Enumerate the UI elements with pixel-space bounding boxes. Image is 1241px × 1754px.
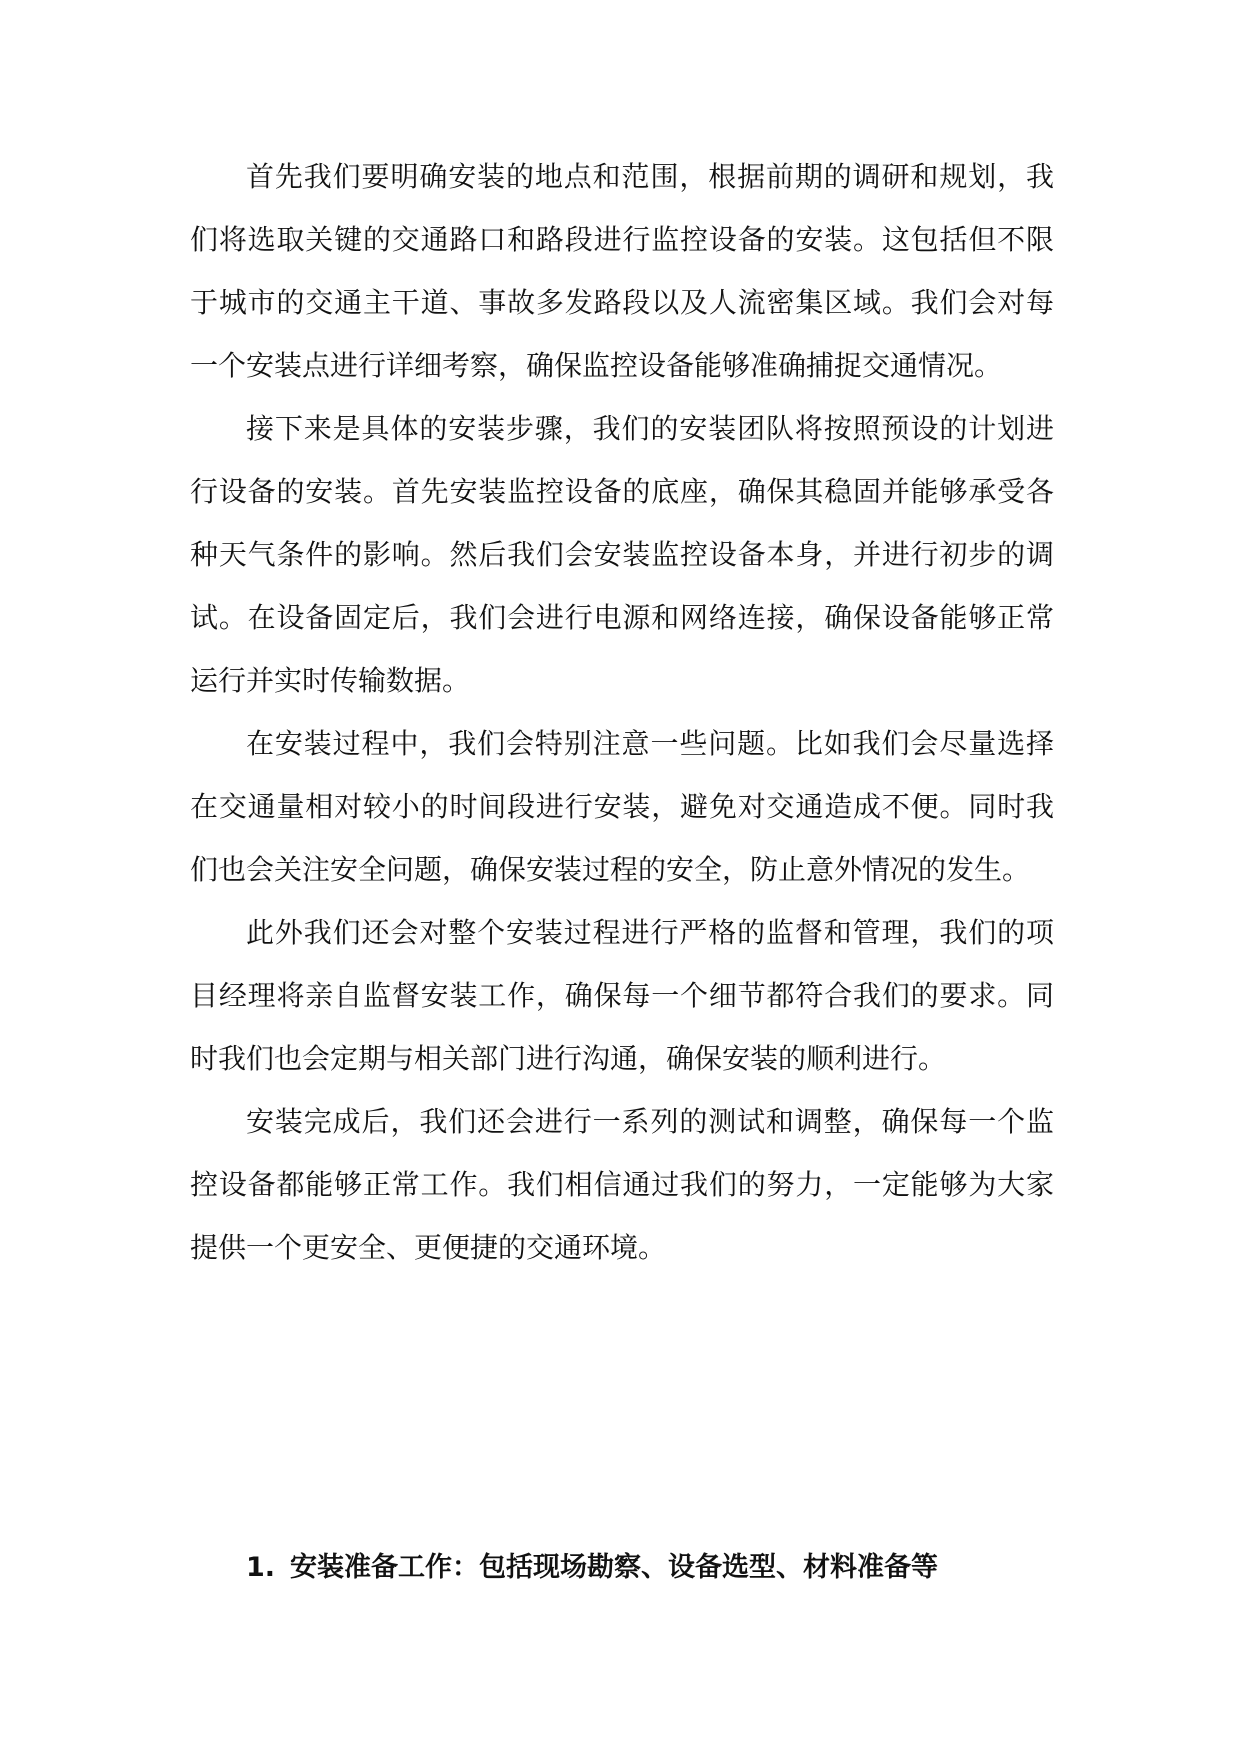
- section-title: 安装准备工作：包括现场勘察、设备选型、材料准备等: [290, 1552, 938, 1583]
- paragraph-testing: 安装完成后，我们还会进行一系列的测试和调整，确保每一个监控设备都能够正常工作。我们相信通过我们的努力，一定能够为大家提供一个更安全、更便捷的交通环境。: [190, 1105, 1054, 1264]
- section-heading: [246, 1548, 938, 1588]
- section-number: 1.: [246, 1552, 276, 1583]
- paragraph-installation-scope: 首先我们要明确安装的地点和范围，根据前期的调研和规划，我们将选取关键的交通路口和路段进行监控设备的安装。这包括但不限于城市的交通主干道、事故多发路段以及人流密集区域。我们会对每一个安装点进行详细考察，确保监控设备能够准确捕捉交通情况。: [190, 160, 1054, 382]
- body-text: [190, 145, 1054, 1279]
- paragraph-installation-precautions: 在安装过程中，我们会特别注意一些问题。比如我们会尽量选择在交通量相对较小的时间段进行安装，避免对交通造成不便。同时我们也会关注安全问题，确保安装过程的安全，防止意外情况的发生。: [190, 727, 1054, 886]
- paragraph-supervision: 此外我们还会对整个安装过程进行严格的监督和管理，我们的项目经理将亲自监督安装工作，确保每一个细节都符合我们的要求。同时我们也会定期与相关部门进行沟通，确保安装的顺利进行。: [190, 916, 1054, 1075]
- paragraph-installation-steps: 接下来是具体的安装步骤，我们的安装团队将按照预设的计划进行设备的安装。首先安装监控设备的底座，确保其稳固并能够承受各种天气条件的影响。然后我们会安装监控设备本身，并进行初步的调试。在设备固定后，我们会进行电源和网络连接，确保设备能够正常运行并实时传输数据。: [190, 412, 1054, 697]
